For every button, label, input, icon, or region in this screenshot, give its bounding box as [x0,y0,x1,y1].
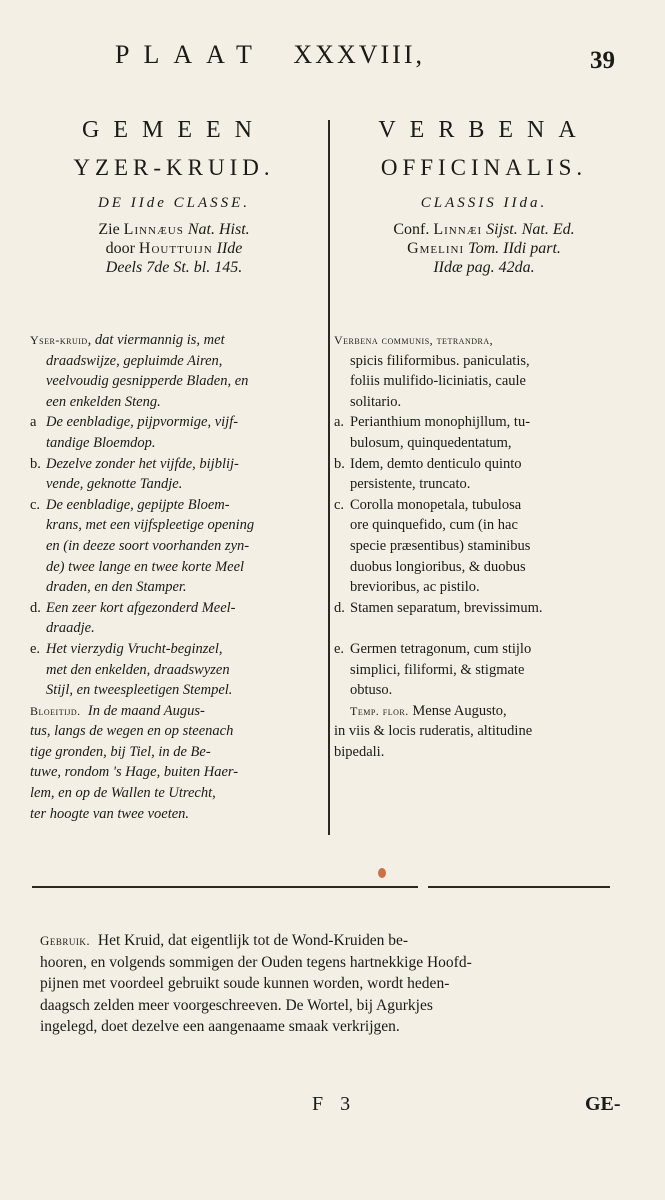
page-number: 39 [590,47,615,74]
gebruik-line: hooren, en volgends sommigen der Ouden tegens hartnekkige Hoofd- [40,953,472,971]
item-line: persistente, truncato. [350,476,471,493]
list-item [334,454,634,495]
dutch-classe: DE IIde CLASSE. [97,195,251,211]
item-label: e. [334,640,345,657]
description-line: spicis filiformibus. paniculatis, [350,352,530,369]
item-line: Corolla monopetala, tubulosa [350,496,522,513]
item-line: brevioribus, ac pistilo. [350,579,480,596]
item-line: De eenbladige, gepijpte Bloem- [46,496,230,513]
ink-stain [378,868,386,878]
ref-work: Nat. Hist. [187,221,250,238]
description-line: veelvoudig gesnipperde Bladen, en [46,373,249,390]
latin-title-line1: VERBENA [378,117,590,143]
ref-translator: Houttuijn [138,240,213,257]
item-line: De eenbladige, pijpvormige, vijf- [46,414,239,431]
item-line: de) twee lange en twee korte Meel [46,558,245,575]
item-line: Stijl, en tweespleetigen Stempel. [46,682,233,699]
list-item [334,495,634,598]
flowering-label: Temp. flor. [350,703,409,718]
ref-volume: Deels 7de St. bl. 145. [105,259,243,276]
item-line: en (in deeze soort voorhanden zyn- [46,537,250,554]
gebruik-line: Het Kruid, dat eigentlijk tot de Wond-Kruiden be- [97,932,409,949]
column-divider [328,120,330,835]
ref-prefix: door [105,240,135,257]
item-line: Germen tetragonum, cum stijlo [350,640,532,657]
item-line: ore quinquefido, cum (in hac [350,517,518,534]
right-column-header [334,110,634,277]
list-item [30,454,324,495]
item-label: d. [334,599,345,616]
description-line: draadswijze, gepluimde Airen, [46,352,223,369]
ref-editor: Gmelini [407,240,465,257]
list-item [30,412,324,453]
ref-author: Linnæus [123,221,184,238]
item-label: b. [30,455,41,472]
item-label: a. [334,414,345,431]
list-item [30,598,324,639]
description-line: een enkelden Steng. [46,393,161,410]
bloeitijd-line: In de maand Augus- [87,702,205,719]
bloeitijd-line: tige gronden, bij Tiel, in de Be- [30,743,211,760]
latin-title-line2: OFFICINALIS. [380,155,588,180]
item-line: met den enkelden, draadswyzen [46,661,230,678]
dutch-title-line1: GEMEEN [82,117,266,143]
item-line: specie præsentibus) staminibus [350,537,531,554]
item-line: obtuso. [350,682,393,699]
gebruik-line: daagsch zelden meer voorgeschreeven. De Wortel, bij Agurkjes [40,996,433,1014]
flowering-line: Mense Augusto, [412,702,507,719]
list-item [334,412,634,453]
item-line: Dezelve zonder het vijfde, bijblij- [46,455,239,472]
signature-mark: F 3 [312,1093,357,1115]
item-line: Stamen separatum, brevissimum. [350,599,543,616]
gebruik-line: pijnen met voordeel gebruikt soude kunnen worden, wordt heden- [40,975,450,992]
list-item [334,639,634,701]
page-header [115,40,425,70]
left-column-header [28,110,320,277]
item-label: d. [30,599,41,616]
section-rule-right [428,886,610,888]
description-lead: Yser-kruid [30,333,88,347]
bloeitijd-line: ter hoogte van twee voeten. [30,805,190,822]
item-line: krans, met een vijfspleetige opening [46,517,255,534]
item-line: Perianthium monophijllum, tu- [350,414,531,431]
flowering-line: in viis & locis ruderatis, altitudine [334,723,533,740]
latin-description [334,330,634,762]
ref-volume: IIdæ pag. 42da. [433,259,535,276]
description-line: solitario. [350,393,402,410]
item-label: b. [334,455,345,472]
plaat-label: PLAAT [115,40,266,69]
latin-classis: CLASSIS IIda. [420,195,548,211]
bloeitijd-line: tus, langs de wegen en op steenach [30,723,234,740]
dutch-description [30,330,324,824]
item-label: c. [30,496,41,513]
gebruik-paragraph [40,930,630,1038]
item-line: draden, en den Stamper. [46,579,187,596]
item-line: Idem, demto denticulo quinto [350,455,522,472]
bloeitijd-line: lem, en op de Wallen te Utrecht, [30,785,216,802]
plate-number: XXXVIII, [293,40,425,69]
ref-work: Sijst. Nat. Ed. [486,221,575,238]
item-line: simplici, filiformi, & stigmate [350,661,525,678]
item-label: c. [334,496,345,513]
bloeitijd-line: tuwe, rondom 's Hage, buiten Haer- [30,764,239,781]
dutch-title-line2: YZER-KRUID. [73,155,275,180]
ref-prefix: Conf. [393,221,430,238]
item-line: bulosum, quinquedentatum, [350,434,512,451]
flowering-line: bipedali. [334,743,385,760]
item-label: a [30,414,37,431]
list-item [30,639,324,701]
item-label: e. [30,640,41,657]
item-line: Een zeer kort afgezonderd Meel- [46,599,236,616]
ref-prefix: Zie [98,221,120,238]
ref-part: IIde [216,240,243,257]
item-line: Het vierzydig Vrucht-beginzel, [46,640,223,657]
ref-author: Linnæi [433,221,483,238]
section-rule-left [32,886,418,888]
description-lead: Verbena communis, tetrandra, [334,333,494,347]
item-line: duobus longioribus, & duobus [350,558,526,575]
item-line: draadje. [46,620,95,637]
ref-part: Tom. IIdi part. [468,240,561,257]
list-item [334,598,634,619]
list-item [30,495,324,598]
bloeitijd-label: Bloeitijd. [30,703,81,718]
catchword: GE- [585,1093,621,1115]
dutch-reference [28,220,320,277]
item-line: tandige Bloemdop. [46,434,156,451]
description-line: foliis mulifido-liciniatis, caule [350,373,526,390]
gebruik-label: Gebruik. [40,933,91,948]
latin-reference [334,220,634,277]
item-line: vende, geknotte Tandje. [46,476,183,493]
description-line: , dat viermannig is, met [87,332,225,348]
gebruik-line: ingelegd, doet dezelve een aangenaame smaak verkrijgen. [40,1018,400,1035]
